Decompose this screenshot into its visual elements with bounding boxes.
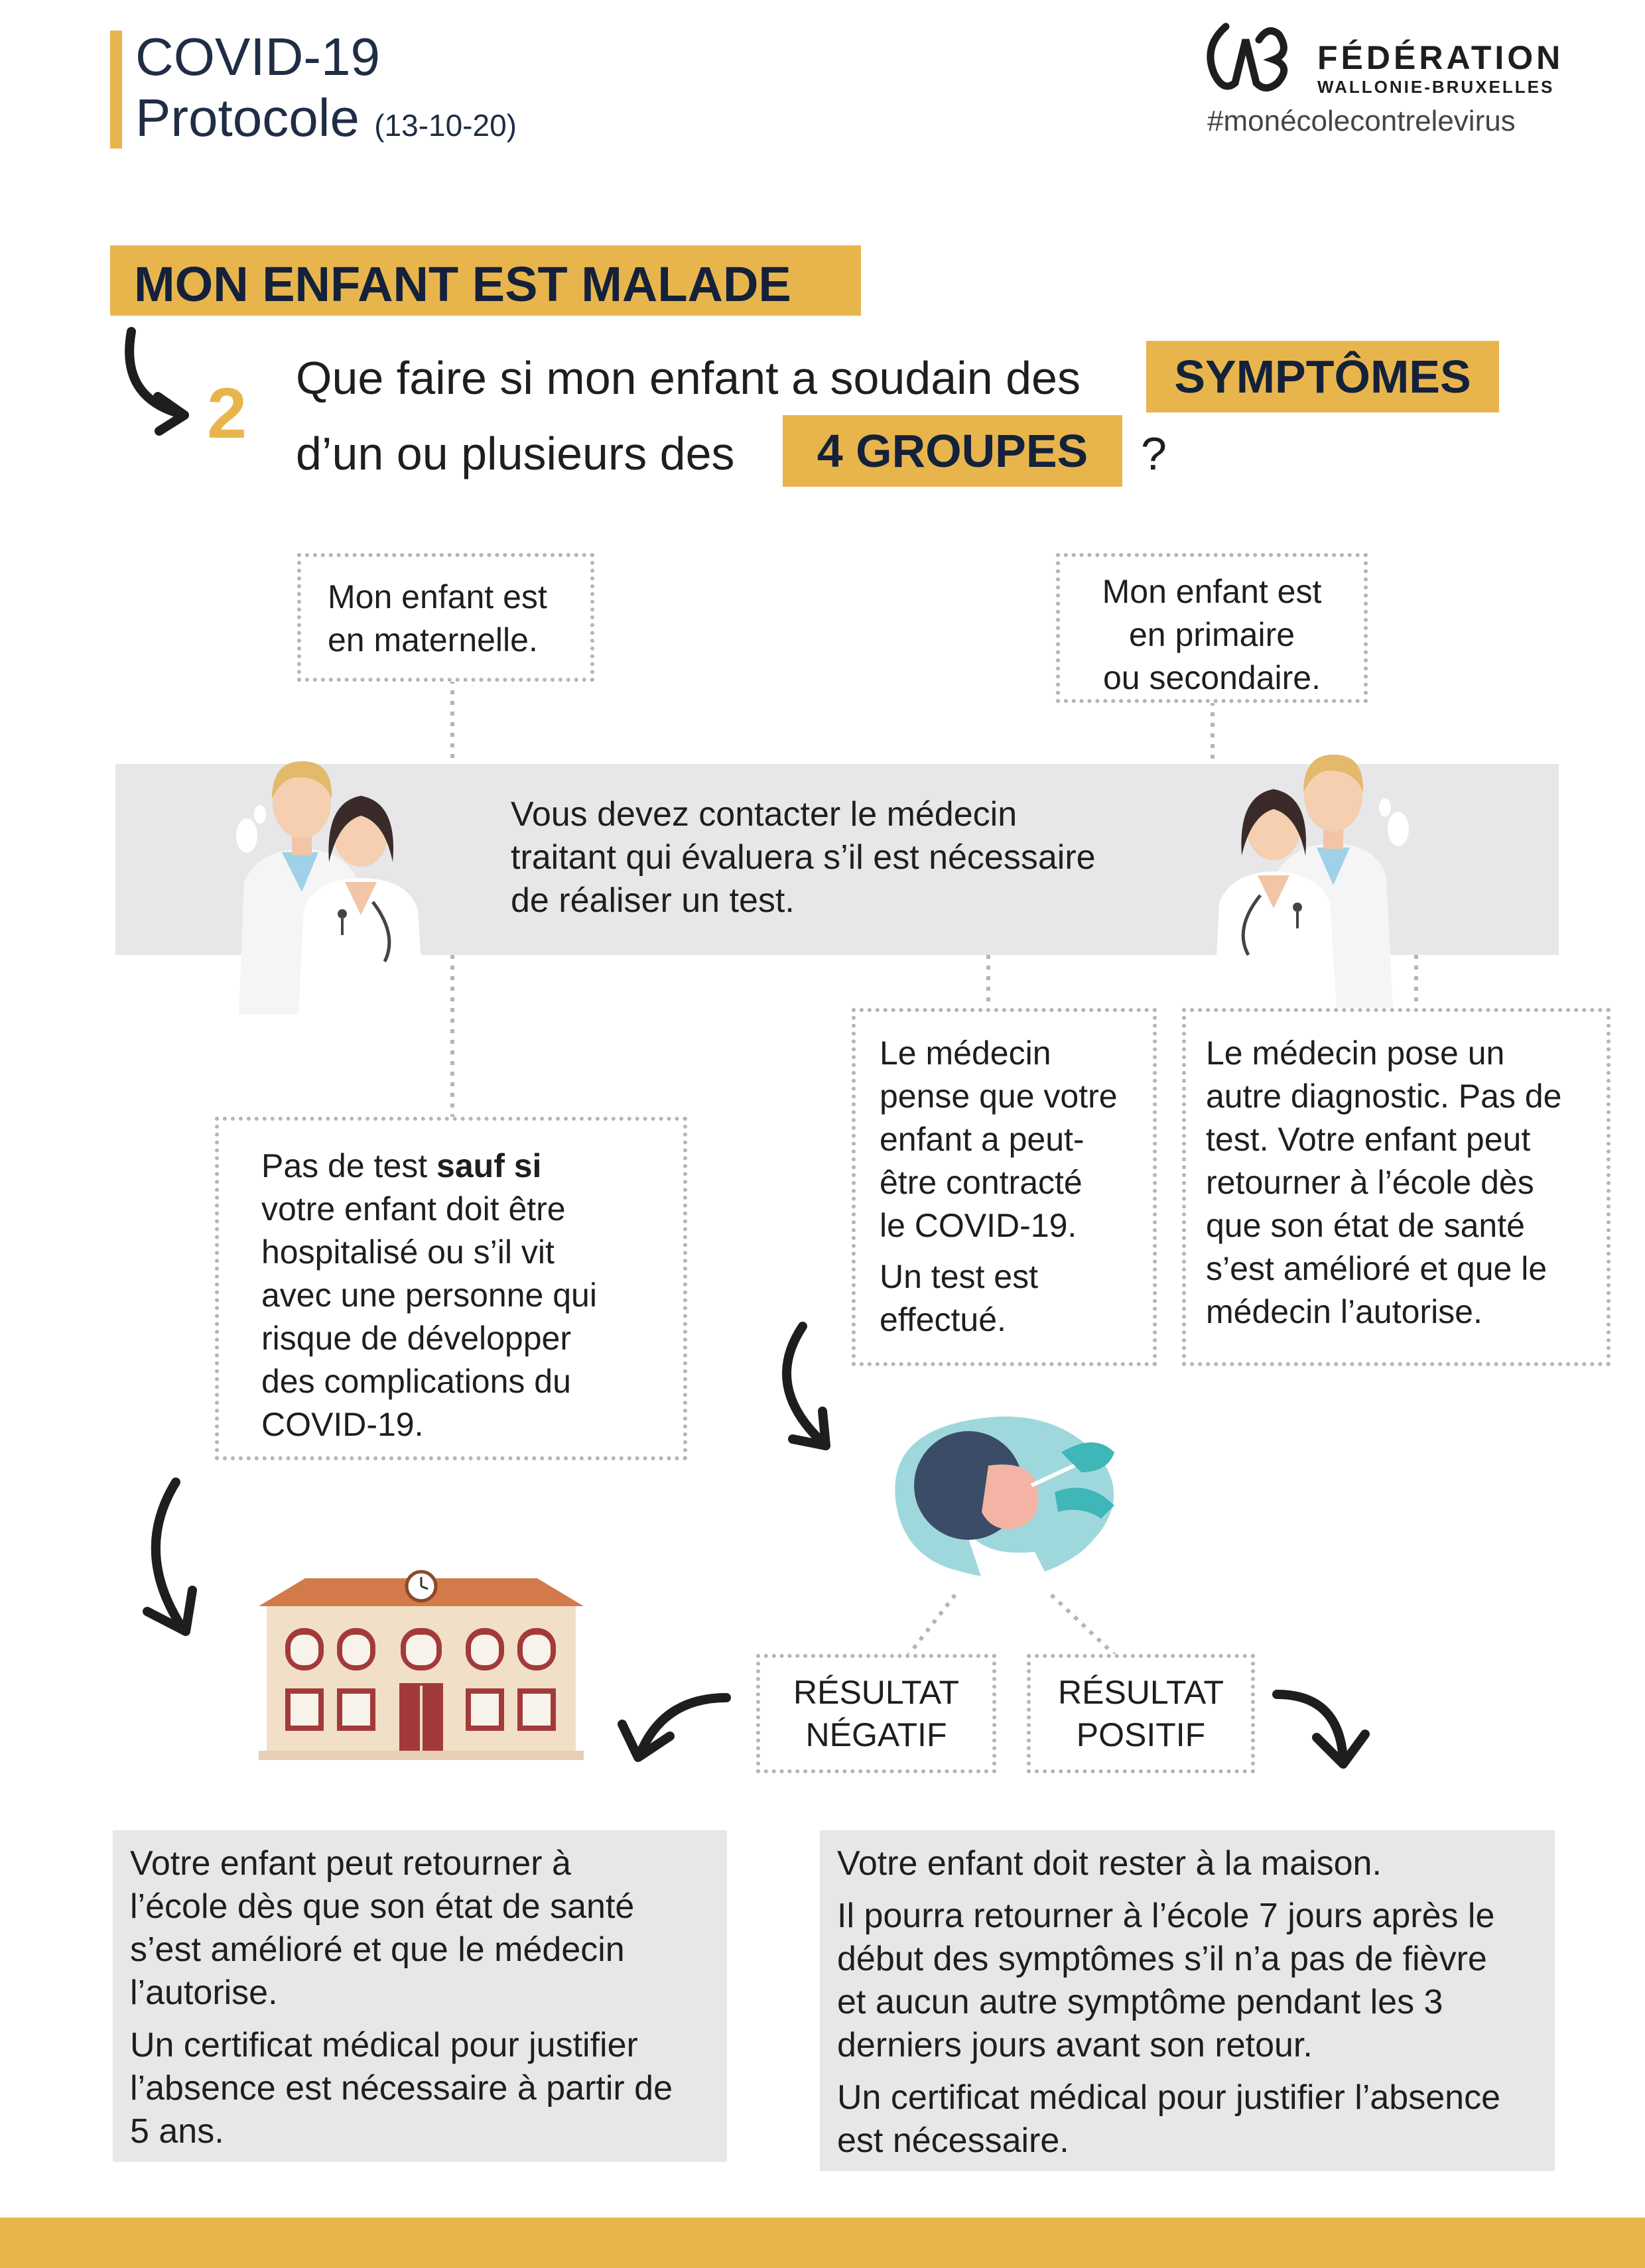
other-diagnosis-box xyxy=(1182,1008,1611,1366)
text-line: avec une personne qui xyxy=(261,1277,597,1314)
text-line: derniers jours avant son retour. xyxy=(837,2026,1313,2064)
negative-outcome-box xyxy=(113,1830,727,2162)
federation-logo-icon xyxy=(1199,20,1305,106)
text-line: pense que votre xyxy=(880,1078,1118,1115)
text-line: risque de développer xyxy=(261,1320,571,1357)
text-span: Pas de test xyxy=(261,1147,437,1184)
result-negative-box xyxy=(756,1654,996,1773)
text-line: en maternelle. xyxy=(328,621,538,659)
protocol-date: (13-10-20) xyxy=(374,108,517,143)
bold-text: sauf si xyxy=(436,1147,542,1184)
footer-bar xyxy=(0,2218,1645,2268)
text-line: Votre enfant doit rester à la maison. xyxy=(837,1844,1382,1883)
branch-primaire-secondaire xyxy=(1056,553,1368,703)
question-line-2: d’un ou plusieurs des xyxy=(296,428,735,479)
text-line: des complications du xyxy=(261,1363,571,1400)
positive-outcome-paragraph-1 xyxy=(837,1842,1538,1885)
question-line-1: Que faire si mon enfant a soudain des xyxy=(296,352,1081,404)
no-test-lead-line xyxy=(261,1145,641,1188)
text-line: est nécessaire. xyxy=(837,2121,1069,2160)
highlight-4-groupes: 4 GROUPES xyxy=(783,415,1122,487)
question-mark: ? xyxy=(1141,428,1167,479)
text-line: hospitalisé ou s’il vit xyxy=(261,1233,555,1271)
org-subname: WALLONIE-BRUXELLES xyxy=(1317,77,1555,97)
page-subtitle xyxy=(135,88,517,156)
subtitle-text: Protocole xyxy=(135,88,360,147)
org-name: FÉDÉRATION xyxy=(1317,39,1564,76)
text-line: Un test est xyxy=(880,1258,1038,1295)
text-line: RÉSULTAT xyxy=(793,1674,960,1711)
text-line: effectué. xyxy=(880,1301,1006,1338)
negative-outcome-paragraph-2 xyxy=(130,2024,710,2153)
text-line: Mon enfant est xyxy=(328,578,547,615)
nasal-swab-test-illustration xyxy=(882,1406,1134,1592)
school-building-illustration xyxy=(259,1565,584,1764)
step-number: 2 xyxy=(207,373,247,453)
text-line: et aucun autre symptôme pendant les 3 xyxy=(837,1983,1443,2021)
text-line: que son état de santé xyxy=(1206,1207,1525,1244)
text-line: NÉGATIF xyxy=(805,1716,947,1753)
hashtag: #monécolecontrelevirus xyxy=(1207,105,1516,137)
header-accent-bar xyxy=(110,31,122,149)
text-line: retourner à l’école dès xyxy=(1206,1164,1534,1201)
text-line: Le médecin xyxy=(880,1035,1051,1072)
text-line: être contracté xyxy=(880,1164,1083,1201)
text-line: ou secondaire. xyxy=(1102,659,1321,696)
no-test-box xyxy=(215,1117,687,1460)
text-line: Il pourra retourner à l’école 7 jours après le xyxy=(837,1897,1495,1935)
text-line: Un certificat médical pour justifier l’absence xyxy=(837,2078,1500,2117)
text-line: début des symptômes s’il n’a pas de fièvre xyxy=(837,1940,1487,1978)
text-line: RÉSULTAT xyxy=(1057,1674,1224,1711)
branch-maternelle xyxy=(297,553,594,682)
highlight-symptomes: SYMPTÔMES xyxy=(1146,341,1499,412)
text-line: 5 ans. xyxy=(130,2112,224,2151)
positive-outcome-paragraph-2 xyxy=(837,1895,1538,2067)
text-line: Le médecin pose un xyxy=(1206,1035,1505,1072)
text-line: traitant qui évaluera s’il est nécessaire xyxy=(511,838,1096,877)
text-line: s’est amélioré et que le xyxy=(1206,1250,1547,1287)
text-line: le COVID-19. xyxy=(880,1207,1077,1244)
positive-outcome-paragraph-3 xyxy=(837,2076,1538,2163)
negative-outcome-paragraph-1 xyxy=(130,1842,710,2015)
text-line: de réaliser un test. xyxy=(511,881,795,920)
text-line: votre enfant doit être xyxy=(261,1190,566,1228)
doctors-illustration-left xyxy=(219,736,431,1015)
text-line: l’absence est nécessaire à partir de xyxy=(130,2069,673,2108)
positive-outcome-box xyxy=(820,1830,1555,2171)
text-line: en primaire xyxy=(1128,616,1295,653)
text-line: autre diagnostic. Pas de xyxy=(1206,1078,1562,1115)
test-done-box xyxy=(852,1008,1157,1366)
text-line: Vous devez contacter le médecin xyxy=(511,795,1018,834)
text-line: médecin l’autorise. xyxy=(1206,1293,1482,1330)
text-line: test. Votre enfant peut xyxy=(1206,1121,1531,1158)
banner-label: MON ENFANT EST MALADE xyxy=(134,257,791,312)
page-title: COVID-19 xyxy=(135,27,380,86)
curved-arrows xyxy=(129,332,1365,1764)
text-line: l’autorise. xyxy=(130,1974,278,2012)
text-line: l’école dès que son état de santé xyxy=(130,1887,635,1926)
text-line: Votre enfant peut retourner à xyxy=(130,1844,571,1883)
text-line: Mon enfant est xyxy=(1102,573,1322,610)
doctor-band-text xyxy=(511,793,1240,922)
text-line: POSITIF xyxy=(1076,1716,1206,1753)
result-positive-box xyxy=(1027,1654,1255,1773)
section-banner xyxy=(110,245,861,316)
text-line: COVID-19. xyxy=(261,1406,424,1443)
text-line: s’est amélioré et que le médecin xyxy=(130,1930,625,1969)
text-line: Un certificat médical pour justifier xyxy=(130,2026,638,2064)
text-line: enfant a peut- xyxy=(880,1121,1085,1158)
